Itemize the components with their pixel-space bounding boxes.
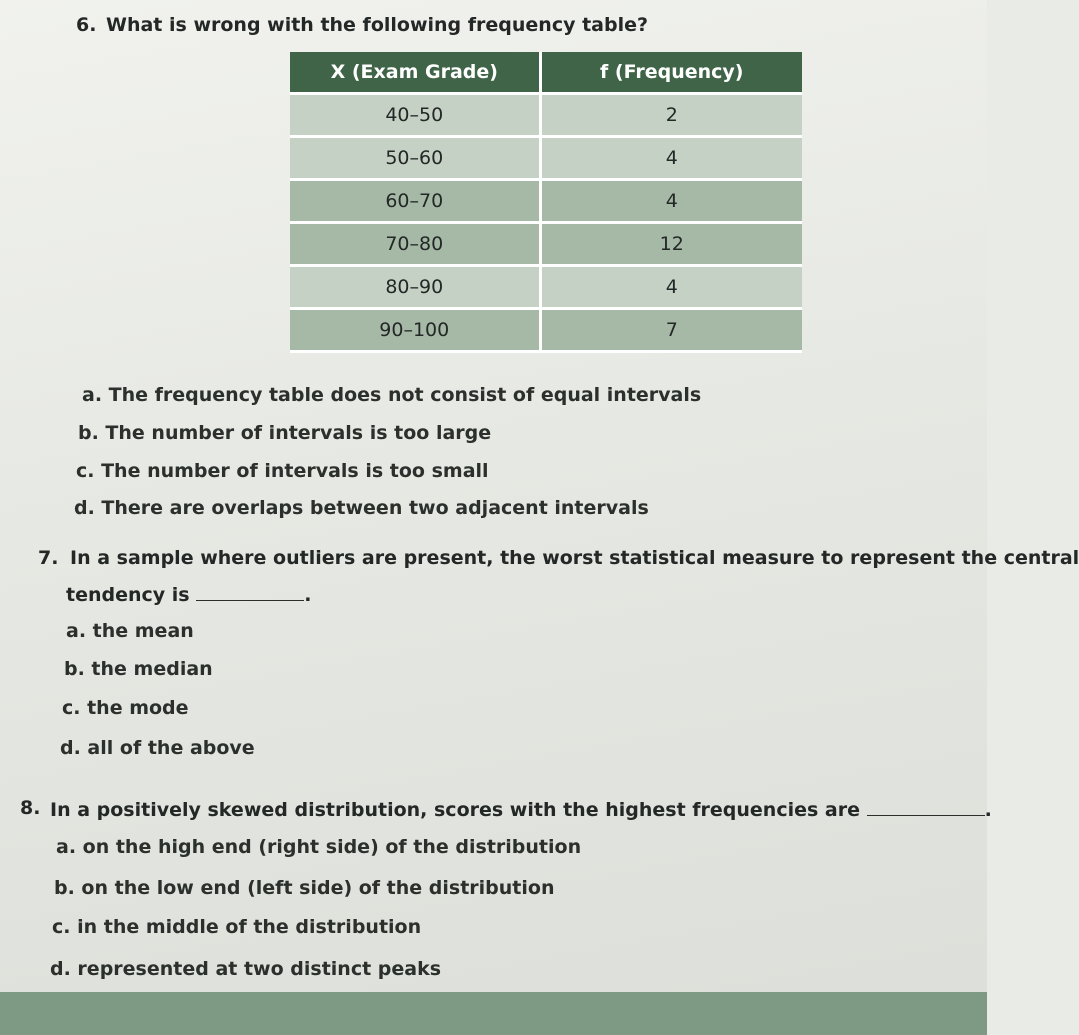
- table-cell-grade: 60–70: [290, 180, 540, 223]
- answer-blank[interactable]: [867, 797, 985, 816]
- q6-option-c[interactable]: c. The number of intervals is too small: [76, 460, 489, 482]
- question-8-period: .: [984, 799, 992, 821]
- table-cell-frequency: 2: [540, 94, 802, 137]
- question-6-number: 6.: [76, 14, 97, 36]
- q8-option-b[interactable]: b. on the low end (left side) of the distribution: [54, 877, 555, 899]
- table-cell-grade: 70–80: [290, 223, 540, 266]
- table-row: [290, 180, 802, 223]
- question-8-text: [50, 797, 992, 821]
- table-row: [290, 309, 802, 352]
- question-7-text-line2: [66, 582, 311, 606]
- table-row: [290, 223, 802, 266]
- table-row: [290, 266, 802, 309]
- table-cell-frequency: 12: [540, 223, 802, 266]
- question-7-number: 7.: [38, 547, 59, 569]
- table-cell-grade: 40–50: [290, 94, 540, 137]
- table-cell-frequency: 4: [540, 137, 802, 180]
- table-cell-frequency: 4: [540, 180, 802, 223]
- q8-option-a[interactable]: a. on the high end (right side) of the distribution: [56, 836, 582, 858]
- table-cell-grade: 80–90: [290, 266, 540, 309]
- q6-option-d[interactable]: d. There are overlaps between two adjacent intervals: [74, 497, 649, 519]
- question-8-number: 8.: [20, 797, 41, 819]
- table-cell-grade: 50–60: [290, 137, 540, 180]
- table-row: [290, 94, 802, 137]
- table-row: [290, 137, 802, 180]
- frequency-table: [290, 52, 802, 353]
- table-cell-frequency: 4: [540, 266, 802, 309]
- question-6-text: What is wrong with the following frequency table?: [106, 14, 649, 36]
- q7-option-a[interactable]: a. the mean: [66, 620, 194, 642]
- question-8-text-main: In a positively skewed distribution, scores with the highest frequencies are: [50, 799, 860, 821]
- q6-option-b[interactable]: b. The number of intervals is too large: [78, 422, 492, 444]
- question-7-period: .: [304, 584, 312, 606]
- q6-option-a[interactable]: a. The frequency table does not consist of equal intervals: [82, 384, 702, 406]
- answer-blank[interactable]: [196, 582, 304, 601]
- page-bottom-band: [0, 992, 987, 1035]
- question-7-text-continued: tendency is: [66, 584, 190, 606]
- q7-option-b[interactable]: b. the median: [64, 658, 213, 680]
- q7-option-d[interactable]: d. all of the above: [60, 737, 255, 759]
- table-cell-grade: 90–100: [290, 309, 540, 352]
- question-7-text: In a sample where outliers are present, the worst statistical measure to represent the central: [70, 547, 1079, 569]
- table-cell-frequency: 7: [540, 309, 802, 352]
- q7-option-c[interactable]: c. the mode: [62, 697, 189, 719]
- table-header-exam-grade: X (Exam Grade): [290, 52, 540, 94]
- q8-option-d[interactable]: d. represented at two distinct peaks: [50, 958, 442, 980]
- q8-option-c[interactable]: c. in the middle of the distribution: [52, 916, 422, 938]
- table-header-frequency: f (Frequency): [540, 52, 802, 94]
- table-header-row: [290, 52, 802, 94]
